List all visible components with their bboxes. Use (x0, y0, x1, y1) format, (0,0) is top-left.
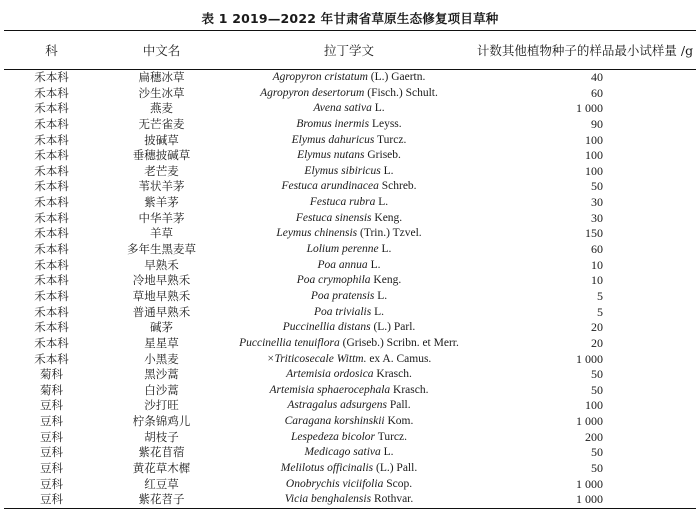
cell-chinese-name: 黄花草木樨 (132, 461, 191, 476)
cell-chinese-name: 红豆草 (144, 476, 179, 491)
cell-family: 禾本科 (34, 85, 69, 100)
cell-latin-name (224, 367, 474, 383)
cell-min-sample: 100 (585, 398, 603, 413)
cell-family: 禾本科 (34, 116, 69, 131)
cell-min-sample: 90 (591, 116, 603, 131)
latin-binomial: Puccinellia tenuiflora (239, 336, 340, 349)
table-header-row (4, 31, 696, 70)
cell-latin-name (224, 164, 474, 180)
cell-chinese-name: 老芒麦 (144, 163, 179, 178)
cell-latin-name (224, 101, 474, 117)
cell-latin-name (224, 492, 474, 508)
latin-authority: Pall. (386, 399, 411, 412)
cell-min-sample: 20 (591, 320, 603, 335)
cell-family: 禾本科 (34, 179, 69, 194)
table-row (4, 273, 696, 289)
cell-min-sample: 100 (585, 163, 603, 178)
table-row (4, 211, 696, 227)
latin-binomial: Avena sativa (313, 102, 372, 115)
latin-authority: (L.) Parl. (370, 321, 416, 334)
header-family: 科 (45, 42, 58, 58)
cell-chinese-name: 柠条锦鸡儿 (132, 414, 191, 429)
latin-binomial: Onobrychis viciifolia (285, 477, 384, 490)
cell-latin-name (224, 70, 474, 86)
cell-latin-name (224, 461, 474, 477)
cell-min-sample: 50 (591, 461, 603, 476)
cell-latin-name (224, 117, 474, 133)
cell-latin-name (224, 336, 474, 352)
cell-latin-name (224, 195, 474, 211)
cell-chinese-name: 沙打旺 (144, 398, 179, 413)
latin-binomial: Vicia benghalensis (284, 493, 372, 506)
cell-family: 禾本科 (34, 226, 69, 241)
cell-chinese-name: 多年生黑麦草 (127, 242, 196, 257)
cell-latin-name (224, 242, 474, 258)
latin-binomial: Leymus chinensis (276, 227, 358, 240)
latin-binomial: Lespedeza bicolor (291, 430, 376, 443)
cell-min-sample: 10 (591, 257, 603, 272)
table-row (4, 289, 696, 305)
latin-binomial: Artemisia sphaerocephala (269, 383, 391, 396)
cell-family: 豆科 (40, 476, 63, 491)
latin-authority: Scop. (383, 477, 413, 490)
latin-binomial: Elymus dahuricus (291, 133, 375, 146)
table-row (4, 148, 696, 164)
table-row (4, 383, 696, 399)
latin-binomial: Astragalus adsurgens (287, 399, 387, 412)
cell-chinese-name: 羊草 (150, 226, 173, 241)
cell-chinese-name: 沙生冰草 (138, 85, 185, 100)
latin-binomial: Festuca sinensis (295, 211, 372, 224)
cell-chinese-name: 早熟禾 (144, 257, 179, 272)
cell-chinese-name: 披碱草 (144, 132, 179, 147)
cell-latin-name (224, 226, 474, 242)
cell-family: 禾本科 (34, 163, 69, 178)
cell-chinese-name: 草地早熟禾 (132, 288, 191, 303)
cell-chinese-name: 冷地早熟禾 (132, 273, 191, 288)
cell-min-sample: 30 (591, 195, 603, 210)
latin-authority: Rothvar. (371, 493, 414, 506)
latin-authority: Schreb. (378, 180, 417, 193)
latin-authority: (Fisch.) Schult. (364, 86, 438, 99)
table-row (4, 492, 696, 508)
cell-chinese-name: 苇状羊茅 (138, 179, 185, 194)
table-row (4, 430, 696, 446)
cell-family: 禾本科 (34, 257, 69, 272)
cell-min-sample: 10 (591, 273, 603, 288)
latin-binomial: ×Triticosecale Wittm. (266, 352, 367, 365)
cell-family: 禾本科 (34, 148, 69, 163)
cell-latin-name (224, 133, 474, 149)
cell-family: 菊科 (40, 382, 63, 397)
cell-min-sample: 5 (597, 304, 603, 319)
cell-latin-name (224, 383, 474, 399)
cell-latin-name (224, 148, 474, 164)
cell-latin-name (224, 477, 474, 493)
table-row (4, 164, 696, 180)
cell-family: 豆科 (40, 445, 63, 460)
cell-family: 禾本科 (34, 195, 69, 210)
cell-latin-name (224, 445, 474, 461)
table-row (4, 445, 696, 461)
cell-latin-name (224, 430, 474, 446)
cell-min-sample: 1 000 (576, 476, 603, 491)
latin-authority: (L.) Pall. (373, 462, 418, 475)
cell-min-sample: 5 (597, 288, 603, 303)
header-min-sample: 计数其他植物种子的样品最小试样量 /g (476, 42, 694, 58)
latin-authority: Krasch. (390, 383, 429, 396)
cell-min-sample: 150 (585, 226, 603, 241)
cell-family: 禾本科 (34, 210, 69, 225)
cell-latin-name (224, 414, 474, 430)
latin-binomial: Medicago sativa (304, 446, 381, 459)
latin-authority: L. (371, 102, 385, 115)
cell-min-sample: 50 (591, 445, 603, 460)
cell-min-sample: 50 (591, 367, 603, 382)
cell-min-sample: 100 (585, 148, 603, 163)
cell-family: 禾本科 (34, 101, 69, 116)
cell-min-sample: 1 000 (576, 492, 603, 507)
table-row (4, 226, 696, 242)
cell-latin-name (224, 86, 474, 102)
cell-min-sample: 60 (591, 85, 603, 100)
cell-family: 禾本科 (34, 132, 69, 147)
cell-chinese-name: 白沙蒿 (144, 382, 179, 397)
latin-binomial: Melilotus officinalis (280, 462, 374, 475)
latin-authority: (Griseb.) Scribn. et Merr. (339, 336, 459, 349)
cell-min-sample: 60 (591, 242, 603, 257)
cell-chinese-name: 星星草 (144, 335, 179, 350)
cell-min-sample: 1 000 (576, 101, 603, 116)
cell-chinese-name: 垂穗披碱草 (132, 148, 191, 163)
cell-chinese-name: 中华羊茅 (138, 210, 185, 225)
latin-binomial: Festuca rubra (309, 196, 376, 209)
latin-binomial: Elymus nutans (297, 149, 365, 162)
cell-family: 禾本科 (34, 335, 69, 350)
latin-binomial: Caragana korshinskii (284, 415, 385, 428)
latin-authority: Turcz. (375, 430, 407, 443)
cell-family: 禾本科 (34, 351, 69, 366)
cell-chinese-name: 黑沙蒿 (144, 367, 179, 382)
latin-authority: Turcz. (374, 133, 407, 146)
cell-min-sample: 100 (585, 132, 603, 147)
cell-latin-name (224, 179, 474, 195)
table-row (4, 117, 696, 133)
cell-chinese-name: 小黑麦 (144, 351, 179, 366)
cell-chinese-name: 紫花苜蓿 (138, 445, 185, 460)
table-row (4, 133, 696, 149)
table-row (4, 70, 696, 86)
cell-min-sample: 200 (585, 429, 603, 444)
table-row (4, 477, 696, 493)
cell-min-sample: 1 000 (576, 351, 603, 366)
cell-latin-name (224, 211, 474, 227)
header-latin-name: 拉丁学文 (323, 42, 374, 58)
latin-binomial: Elymus sibiricus (304, 164, 381, 177)
cell-latin-name (224, 273, 474, 289)
table-row (4, 414, 696, 430)
table-row (4, 320, 696, 336)
cell-chinese-name: 碱茅 (150, 320, 173, 335)
cell-chinese-name: 燕麦 (150, 101, 173, 116)
cell-latin-name (224, 258, 474, 274)
cell-chinese-name: 普通早熟禾 (132, 304, 191, 319)
cell-min-sample: 50 (591, 382, 603, 397)
cell-chinese-name: 无芒雀麦 (138, 116, 185, 131)
cell-chinese-name: 紫羊茅 (144, 195, 179, 210)
latin-authority: Keng. (370, 274, 402, 287)
latin-binomial: Artemisia ordosica (286, 368, 374, 381)
latin-binomial: Poa pratensis (310, 289, 375, 302)
cell-family: 禾本科 (34, 273, 69, 288)
latin-authority: (L.) Gaertn. (367, 71, 426, 83)
cell-family: 禾本科 (34, 242, 69, 257)
table-row (4, 336, 696, 352)
cell-latin-name (224, 305, 474, 321)
latin-binomial: Agropyron cristatum (272, 71, 368, 83)
cell-family: 豆科 (40, 429, 63, 444)
table-row (4, 367, 696, 383)
latin-authority: L. (380, 164, 394, 177)
latin-authority: Kom. (384, 415, 414, 428)
table-row (4, 101, 696, 117)
latin-authority: L. (375, 196, 389, 209)
table-row (4, 195, 696, 211)
latin-authority: Leyss. (369, 117, 402, 130)
latin-binomial: Lolium perenne (306, 243, 379, 256)
cell-family: 豆科 (40, 414, 63, 429)
cell-family: 禾本科 (34, 288, 69, 303)
cell-min-sample: 50 (591, 179, 603, 194)
latin-binomial: Poa trivialis (314, 305, 372, 318)
cell-min-sample: 30 (591, 210, 603, 225)
cell-latin-name (224, 320, 474, 336)
cell-min-sample: 1 000 (576, 414, 603, 429)
table-row (4, 305, 696, 321)
latin-authority: Keng. (371, 211, 403, 224)
cell-min-sample: 40 (591, 70, 603, 84)
latin-authority: L. (374, 289, 388, 302)
cell-latin-name (224, 289, 474, 305)
table-row (4, 352, 696, 368)
cell-chinese-name: 扁穗冰草 (138, 70, 185, 84)
latin-binomial: Puccinellia distans (282, 321, 371, 334)
latin-authority: L. (371, 305, 384, 318)
latin-authority: ex A. Camus. (366, 352, 432, 365)
table-row (4, 461, 696, 477)
latin-authority: L. (378, 243, 392, 256)
cell-latin-name (224, 352, 474, 368)
cell-family: 禾本科 (34, 304, 69, 319)
table-row (4, 258, 696, 274)
latin-authority: L. (367, 258, 381, 271)
cell-family: 禾本科 (34, 320, 69, 335)
cell-chinese-name: 紫花苕子 (138, 492, 185, 507)
table-row (4, 398, 696, 414)
latin-authority: L. (380, 446, 394, 459)
latin-binomial: Poa crymophila (296, 274, 371, 287)
cell-latin-name (224, 398, 474, 414)
cell-min-sample: 20 (591, 335, 603, 350)
cell-family: 豆科 (40, 398, 63, 413)
table-caption: 表 1 2019—2022 年甘肃省草原生态修复项目草种 (201, 11, 499, 26)
cell-family: 豆科 (40, 492, 63, 507)
cell-family: 禾本科 (34, 70, 69, 84)
latin-authority: Griseb. (364, 149, 401, 162)
latin-binomial: Festuca arundinacea (281, 180, 379, 193)
cell-family: 豆科 (40, 461, 63, 476)
header-chinese-name: 中文名 (142, 42, 181, 58)
latin-authority: Krasch. (373, 368, 412, 381)
cell-chinese-name: 胡枝子 (144, 429, 179, 444)
latin-binomial: Agropyron desertorum (260, 86, 365, 99)
seed-species-table (4, 30, 696, 509)
latin-binomial: Poa annua (317, 258, 368, 271)
latin-authority: (Trin.) Tzvel. (357, 227, 422, 240)
table-row (4, 179, 696, 195)
table-row (4, 242, 696, 258)
cell-family: 菊科 (40, 367, 63, 382)
table-row (4, 86, 696, 102)
latin-binomial: Bromus inermis (296, 117, 370, 130)
